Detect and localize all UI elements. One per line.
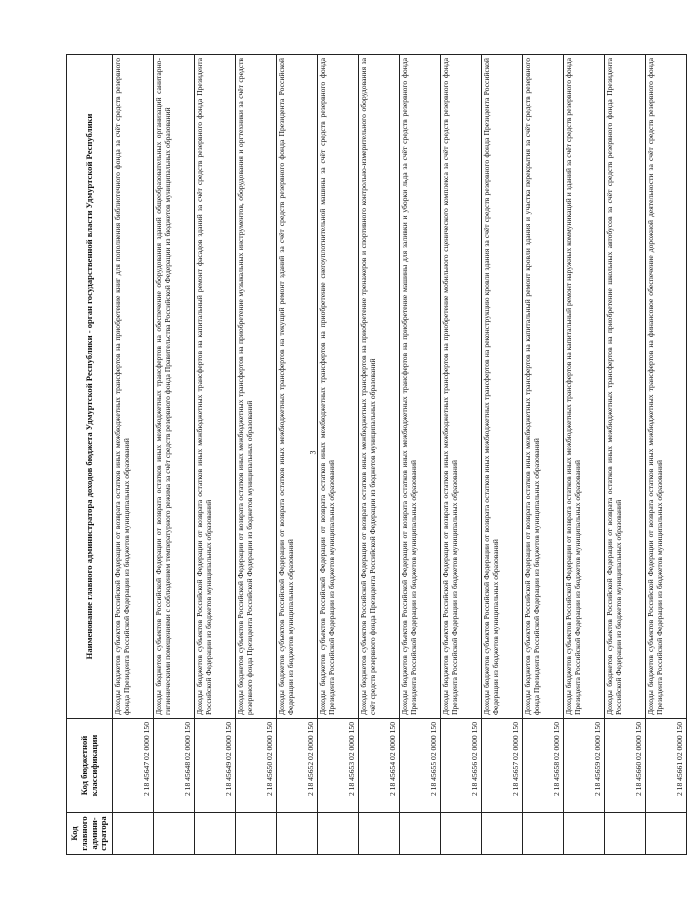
admin-code-cell: [523, 813, 564, 855]
admin-code-cell: [646, 813, 687, 855]
admin-code-cell: [236, 813, 277, 855]
rotated-table-page: [66, 55, 685, 855]
admin-code-cell: [318, 813, 359, 855]
table-row: [236, 55, 277, 855]
admin-code-cell: [359, 813, 400, 855]
header-admin-code: Код главного админи-стратора: [67, 813, 113, 855]
description-cell: Доходы бюджетов субъектов Российской Федерации от возврата остатков иных межбюджетных трансфертов на приобретение школьных автобусов за счёт средств резервного фонда Президента Российской Федерации из бюджетов муниципальных образований: [605, 55, 646, 719]
table-row: [523, 55, 564, 855]
budget-code-cell: 2 18 45650 02 0000 150: [236, 719, 277, 813]
description-cell: Доходы бюджетов субъектов Российской Федерации от возврата остатков иных межбюджетных трансфертов на обеспечение оборудования зданий общеобразовательных организаций санитарно-гигиеническими помещениями с соблюдением температурного режима за счёт средств резервного фонда Правительства Российской Федерации из бюджетов муниципальных образований: [154, 55, 195, 719]
table-row: [277, 55, 318, 855]
budget-code-cell: 2 18 45657 02 0000 150: [482, 719, 523, 813]
table-row: [605, 55, 646, 855]
header-budget-code: Код бюджетной классификации: [67, 719, 113, 813]
budget-code-cell: 2 18 45649 02 0000 150: [195, 719, 236, 813]
table-row: [195, 55, 236, 855]
description-cell: Доходы бюджетов субъектов Российской Федерации от возврата остатков иных межбюджетных трансфертов на приобретение мобильного сценического комплекса за счёт средств резервного фонда Президента Российской Федерации из бюджетов муниципальных образований: [441, 55, 482, 719]
description-cell: Доходы бюджетов субъектов Российской Федерации от возврата остатков иных межбюджетных трансфертов на приобретение тренажеров и спортивного контрольно-измерительного оборудования за счёт средств резервного фонда Президента Российской Федерации из бюджетов муниципальных образований: [359, 55, 400, 719]
description-cell: Доходы бюджетов субъектов Российской Федерации от возврата остатков иных межбюджетных трансфертов на текущий ремонт зданий за счёт средств резервного фонда Президента Российской Федерации из бюджетов муниципальных образований: [277, 55, 318, 719]
budget-code-cell: 2 18 45648 02 0000 150: [154, 719, 195, 813]
budget-code-cell: 2 18 45661 02 0000 150: [646, 719, 687, 813]
header-admin-name: Наименование главного администратора доходов бюджета Удмуртской Республики - орган государственной власти Удмуртской Республики: [67, 55, 113, 719]
budget-code-cell: 2 18 45660 02 0000 150: [605, 719, 646, 813]
description-cell: Доходы бюджетов субъектов Российской Федерации от возврата остатков иных межбюджетных трансфертов на приобретение машины для заливки и уборки льда за счёт средств резервного фонда Президента Российской Федерации из бюджетов муниципальных образований: [400, 55, 441, 719]
table-row: [113, 55, 154, 855]
admin-code-cell: [400, 813, 441, 855]
budget-code-cell: 2 18 45656 02 0000 150: [441, 719, 482, 813]
table-row: [359, 55, 400, 855]
budget-code-cell: 2 18 45654 02 0000 150: [359, 719, 400, 813]
page-number: 3: [308, 450, 318, 455]
budget-code-cell: 2 18 45659 02 0000 150: [564, 719, 605, 813]
budget-code-cell: 2 18 45655 02 0000 150: [400, 719, 441, 813]
admin-code-cell: [195, 813, 236, 855]
table-row: [482, 55, 523, 855]
description-cell: Доходы бюджетов субъектов Российской Федерации от возврата остатков иных межбюджетных трансфертов на приобретение книг для пополнения библиотечного фонда за счёт средств резервного фонда Президента Российской Федерации из бюджетов муниципальных образований: [113, 55, 154, 719]
description-cell: Доходы бюджетов субъектов Российской Федерации от возврата остатков иных межбюджетных трансфертов на приобретение снегоуплотнительной машины за счёт средств резервного фонда Президента Российской Федерации из бюджетов муниципальных образований: [318, 55, 359, 719]
description-cell: Доходы бюджетов субъектов Российской Федерации от возврата остатков иных межбюджетных трансфертов на капитальный ремонт наружных коммуникаций и зданий за счёт средств резервного фонда Президента Российской Федерации из бюджетов муниципальных образований: [564, 55, 605, 719]
admin-code-cell: [605, 813, 646, 855]
description-cell: Доходы бюджетов субъектов Российской Федерации от возврата остатков иных межбюджетных трансфертов на финансовое обеспечение дорожной деятельности за счёт средств резервного фонда Президента Российской Федерации из бюджетов муниципальных образований: [646, 55, 687, 719]
revenue-administrators-table: [66, 54, 687, 855]
budget-code-cell: 2 18 45652 02 0000 150: [277, 719, 318, 813]
budget-code-cell: 2 18 45653 02 0000 150: [318, 719, 359, 813]
table-row: [318, 55, 359, 855]
admin-code-cell: [564, 813, 605, 855]
table-row: [646, 55, 687, 855]
table-row: [400, 55, 441, 855]
table-body: [113, 55, 687, 855]
admin-code-cell: [113, 813, 154, 855]
table-header-row: [67, 55, 113, 855]
admin-code-cell: [482, 813, 523, 855]
budget-code-cell: 2 18 45647 02 0000 150: [113, 719, 154, 813]
table-row: [564, 55, 605, 855]
admin-code-cell: [441, 813, 482, 855]
budget-code-cell: 2 18 45658 02 0000 150: [523, 719, 564, 813]
description-cell: Доходы бюджетов субъектов Российской Федерации от возврата остатков иных межбюджетных трансфертов на капитальный ремонт кровли здания и участка перекрытия за счёт средств резервного фонда Президента Российской Федерации из бюджетов муниципальных образований: [523, 55, 564, 719]
admin-code-cell: [154, 813, 195, 855]
description-cell: Доходы бюджетов субъектов Российской Федерации от возврата остатков иных межбюджетных трансфертов на реконструкцию кровли здания за счёт средств резервного фонда Президента Российской Федерации из бюджетов муниципальных образований: [482, 55, 523, 719]
table-row: [441, 55, 482, 855]
description-cell: Доходы бюджетов субъектов Российской Федерации от возврата остатков иных межбюджетных трансфертов на капитальный ремонт фасадов зданий за счёт средств резервного фонда Президента Российской Федерации из бюджетов муниципальных образований: [195, 55, 236, 719]
table-row: [154, 55, 195, 855]
admin-code-cell: [277, 813, 318, 855]
description-cell: Доходы бюджетов субъектов Российской Федерации от возврата остатков иных межбюджетных трансфертов на приобретение музыкальных инструментов, оборудования и оргтехники за счёт средств резервного фонда Президента Российской Федерации из бюджетов муниципальных образований: [236, 55, 277, 719]
